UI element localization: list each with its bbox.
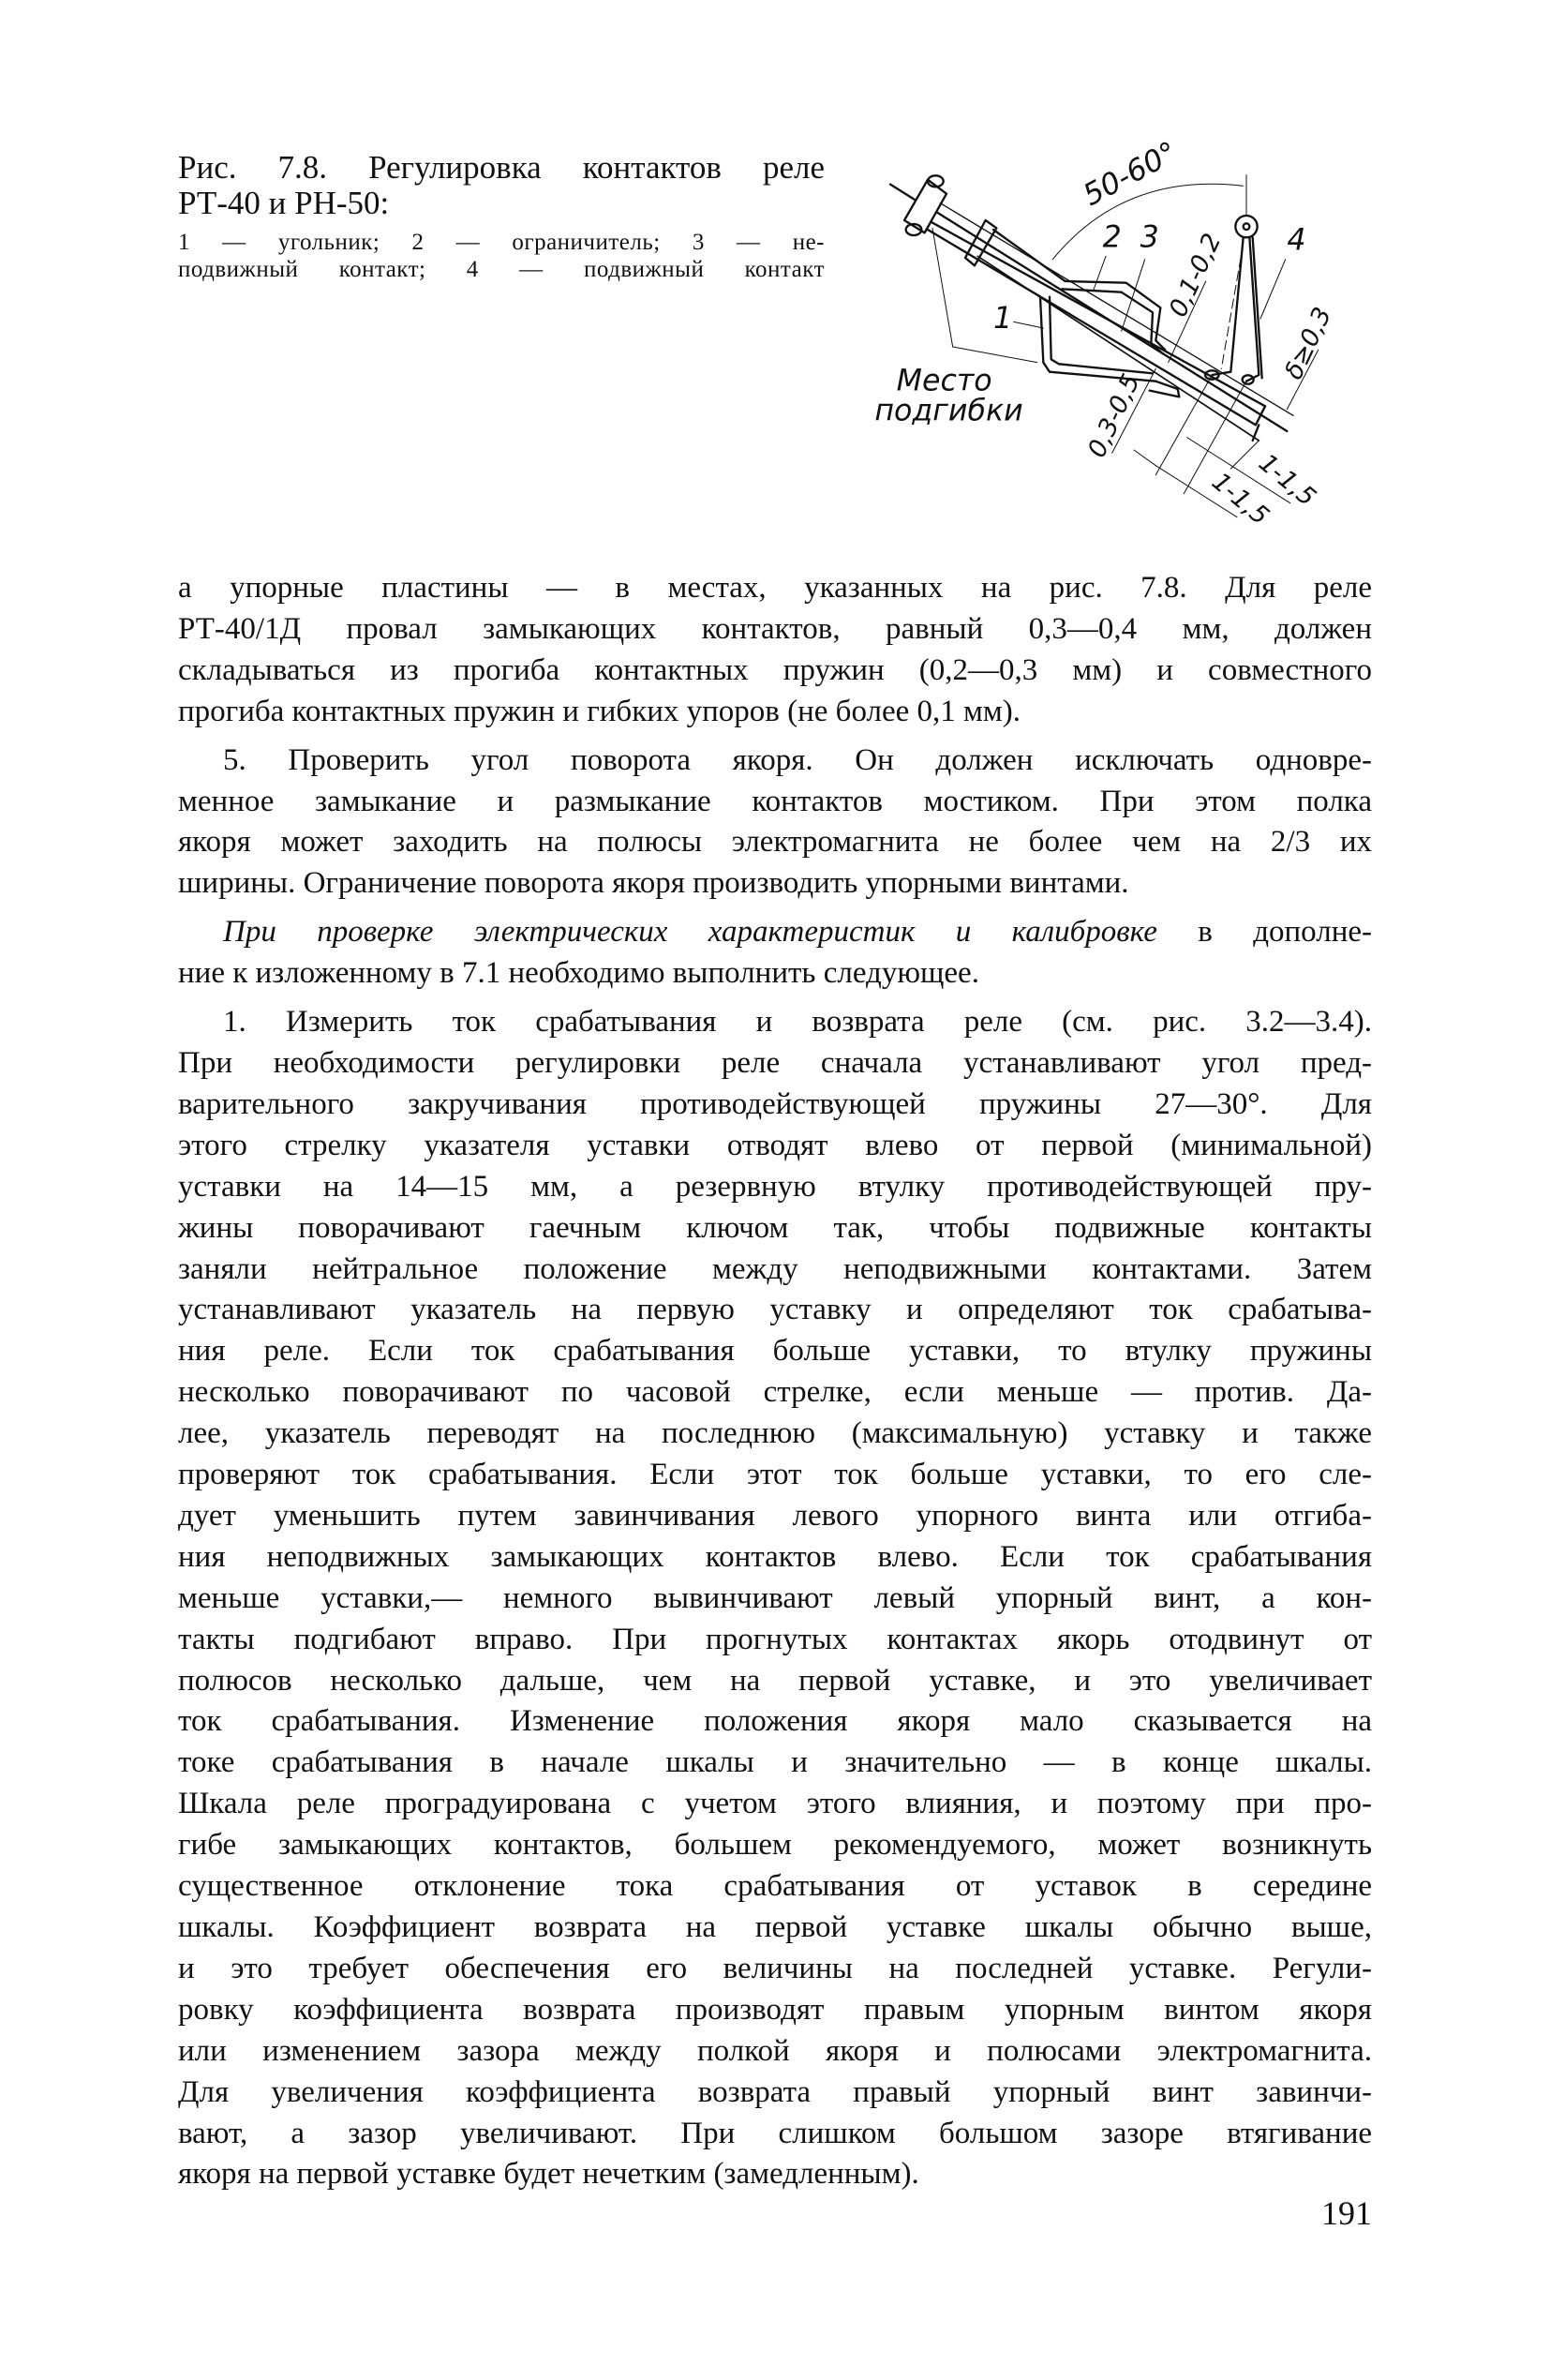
text-line: Для увеличения коэффициента возврата правый упорный винт завинчи- — [178, 2074, 1372, 2109]
text-line: варительного закручивания противодействующей пружины 27—30°. Для — [178, 1086, 1372, 1121]
text-line: ния неподвижных замыкающих контактов влево. Если ток срабатывания — [178, 1539, 1372, 1574]
text-line: Шкала реле проградуирована с учетом этого влияния, и поэтому при про- — [178, 1787, 1372, 1821]
text-line: уставки на 14—15 мм, а резервную втулку противодействующей пру- — [178, 1169, 1372, 1204]
label-2: 2 — [1102, 220, 1122, 255]
text-line: менное замыкание и размыкание контактов мостиком. При этом полка — [178, 784, 1372, 818]
text-line: дует уменьшить путем завинчивания левого упорного винта или отгиба- — [178, 1498, 1372, 1533]
text-line: ния реле. Если ток срабатывания больше уставки, то втулку пружины — [178, 1334, 1372, 1369]
paragraph — [178, 912, 1372, 995]
text-line: вают, а зазор увеличивают. При слишком большом зазоре втягивание — [178, 2116, 1372, 2150]
text-line: складываться из прогиба контактных пружин (0,2—0,3 мм) и совместного — [178, 652, 1372, 687]
text-line: шкалы. Коэффициент возврата на первой уставке шкалы обычно выше, — [178, 1910, 1372, 1944]
text-line: несколько поворачивают по часовой стрелке, если меньше — против. Да- — [178, 1375, 1372, 1410]
text-line: такты подгибают вправо. При прогнутых контактах якорь отодвинут от — [178, 1622, 1372, 1656]
paragraph — [178, 568, 1372, 733]
text-line: ток срабатывания. Изменение положения якоря мало сказывается на — [178, 1704, 1372, 1739]
label-3: 3 — [1140, 220, 1159, 255]
text-line: существенное отклонение тока срабатывания от уставок в середине — [178, 1869, 1372, 1904]
gap-label: 0,1-0,2 — [1163, 229, 1228, 322]
paragraph — [178, 1002, 1372, 2195]
label-4: 4 — [1287, 223, 1306, 258]
delta-label: δ≥0,3 — [1278, 303, 1338, 384]
text-line: и это требует обеспечения его величины на последней уставке. Регули- — [178, 1951, 1372, 1985]
text-line: этого стрелку указателя уставки отводят влево от первой (минимальной) — [178, 1128, 1372, 1162]
bend-place-label-line1: Место — [896, 364, 992, 398]
text-line — [178, 912, 1372, 953]
caption-legend-line: подвижный контакт; 4 — подвижный контакт — [178, 257, 825, 282]
text-line: проверяют ток срабатывания. Если этот ток больше уставки, то его сле- — [178, 1458, 1372, 1492]
italic-lead: При проверке электрических характеристик и калибровке — [223, 915, 1157, 950]
text-line: лее, указатель переводят на последнюю (максимальную) уставку и также — [178, 1416, 1372, 1451]
text-line: устанавливают указатель на первую уставку и определяют ток срабатыва- — [178, 1293, 1372, 1327]
text-line: а упорные пластины — в местах, указанных на рис. 7.8. Для реле — [178, 571, 1372, 605]
dimension-label: 1-1,5 — [1253, 448, 1321, 513]
caption-legend — [178, 229, 825, 283]
angle-label: 50-60° — [1078, 135, 1184, 214]
text-line: жины поворачивают гаечным ключом так, чтобы подвижные контакты — [178, 1210, 1372, 1245]
text-line: 5. Проверить угол поворота якоря. Он должен исключать одновре- — [223, 742, 1372, 777]
text-line: полюсов несколько дальше, чем на первой уставке, и это увеличивает — [178, 1663, 1372, 1698]
text-line: ние к изложенному в 7.1 необходимо выполнить следующее. — [178, 956, 979, 991]
text-line: токе срабатывания в начале шкалы и значительно — в конце шкалы. — [178, 1745, 1372, 1780]
text-line: якоря на первой уставке будет нечетким (замедленным). — [178, 2157, 919, 2192]
text-line: заняли нейтральное положение между неподвижными контактами. Затем — [178, 1251, 1372, 1286]
caption-title-line: РТ-40 и РН-50: — [178, 185, 390, 221]
text-line: ширины. Ограничение поворота якоря производить упорными винтами. — [178, 866, 1129, 901]
text-line: 1. Измерить ток срабатывания и возврата реле (см. рис. 3.2—3.4). — [223, 1005, 1372, 1040]
caption-title — [178, 150, 825, 221]
caption-legend-line: 1 — угольник; 2 — ограничитель; 3 — не- — [178, 230, 825, 255]
dimension-label: 0,3-0,5 — [1081, 369, 1146, 462]
caption-title-line: Рис. 7.8. Регулировка контактов реле — [178, 149, 825, 186]
page-number: 191 — [1321, 2194, 1372, 2232]
text-line: При необходимости регулировки реле сначала устанавливают угол пред- — [178, 1045, 1372, 1080]
relay-contacts-figure — [843, 112, 1338, 544]
text-line: меньше уставки,— немного вывинчивают левый упорный винт, а кон- — [178, 1580, 1372, 1615]
text-line: якоря может заходить на полюсы электромагнита не более чем на 2/3 их — [178, 825, 1372, 860]
text-line: ровку коэффициента возврата производят правым упорным винтом якоря — [178, 1992, 1372, 2027]
text-line: или изменением зазора между полкой якоря и полюсами электромагнита. — [178, 2033, 1372, 2068]
text-line: гибе замыкающих контактов, большем рекомендуемого, может возникнуть — [178, 1828, 1372, 1863]
label-1: 1 — [993, 302, 1013, 336]
moving-contact-4 — [1205, 175, 1262, 384]
paragraph — [178, 741, 1372, 906]
text-run: в дополне- — [1156, 915, 1372, 950]
body-text — [178, 568, 1372, 2203]
figure-caption — [178, 150, 825, 283]
text-line: РТ-40/1Д провал замыкающих контактов, равный 0,3—0,4 мм, должен — [178, 611, 1372, 646]
text-line: прогиба контактных пружин и гибких упоров (не более 0,1 мм). — [178, 694, 1021, 728]
bend-place-label-line2: подгибки — [874, 394, 1023, 428]
dimension-label: 1-1,5 — [1206, 467, 1274, 531]
